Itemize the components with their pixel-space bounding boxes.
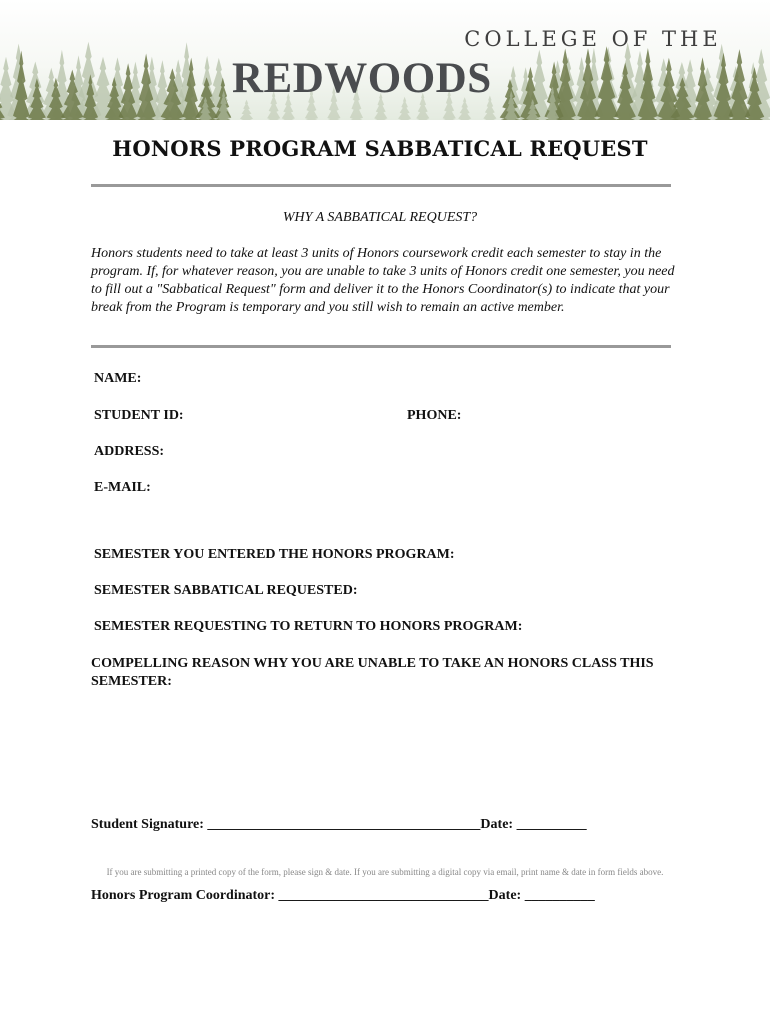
semester-return-label: SEMESTER REQUESTING TO RETURN TO HONORS PROGRAM:	[94, 619, 523, 634]
submission-note: If you are submitting a printed copy of the form, please sign & date. If you are submitting a digital copy via email, print name & date in form fields above.	[106, 867, 664, 877]
name-label: NAME:	[94, 371, 142, 386]
semester-entered-label: SEMESTER YOU ENTERED THE HONORS PROGRAM:	[94, 547, 455, 562]
student-signature-line: Student Signature: _______________________________________Date: __________	[91, 817, 587, 832]
email-label: E-MAIL:	[94, 480, 151, 495]
address-label: ADDRESS:	[94, 444, 165, 459]
divider-middle	[91, 345, 671, 348]
reason-label: COMPELLING REASON WHY YOU ARE UNABLE TO TAKE AN HONORS CLASS THIS SEMESTER:	[91, 656, 654, 689]
phone-label: PHONE:	[407, 408, 462, 423]
logo-line-1	[0, 27, 722, 51]
logo-college-of-the: COLLEGE OF THE	[464, 27, 722, 51]
semester-requested-label: SEMESTER SABBATICAL REQUESTED:	[94, 583, 358, 598]
divider-top	[91, 184, 671, 187]
logo-redwoods: REDWOODS	[232, 55, 492, 102]
student-id-label: STUDENT ID:	[94, 408, 184, 423]
intro-paragraph: Honors students need to take at least 3 units of Honors coursework credit each semester to stay in the program. If, for whatever reason, you are unable to take 3 units of Honors credit one semester, you need to fill out a "Sabbatical Request" form and deliver it to the Honors Coordinator(s) to indicate that your break from the Program is temporary and you still wish to remain an active member.	[91, 246, 675, 315]
section-subheading: WHY A SABBATICAL REQUEST?	[282, 210, 478, 225]
tree-shape	[595, 46, 618, 120]
coordinator-signature-line: Honors Program Coordinator: ______________________________Date: __________	[91, 888, 595, 903]
header-banner	[0, 0, 770, 120]
form-title: HONORS PROGRAM SABBATICAL REQUEST	[112, 136, 648, 161]
